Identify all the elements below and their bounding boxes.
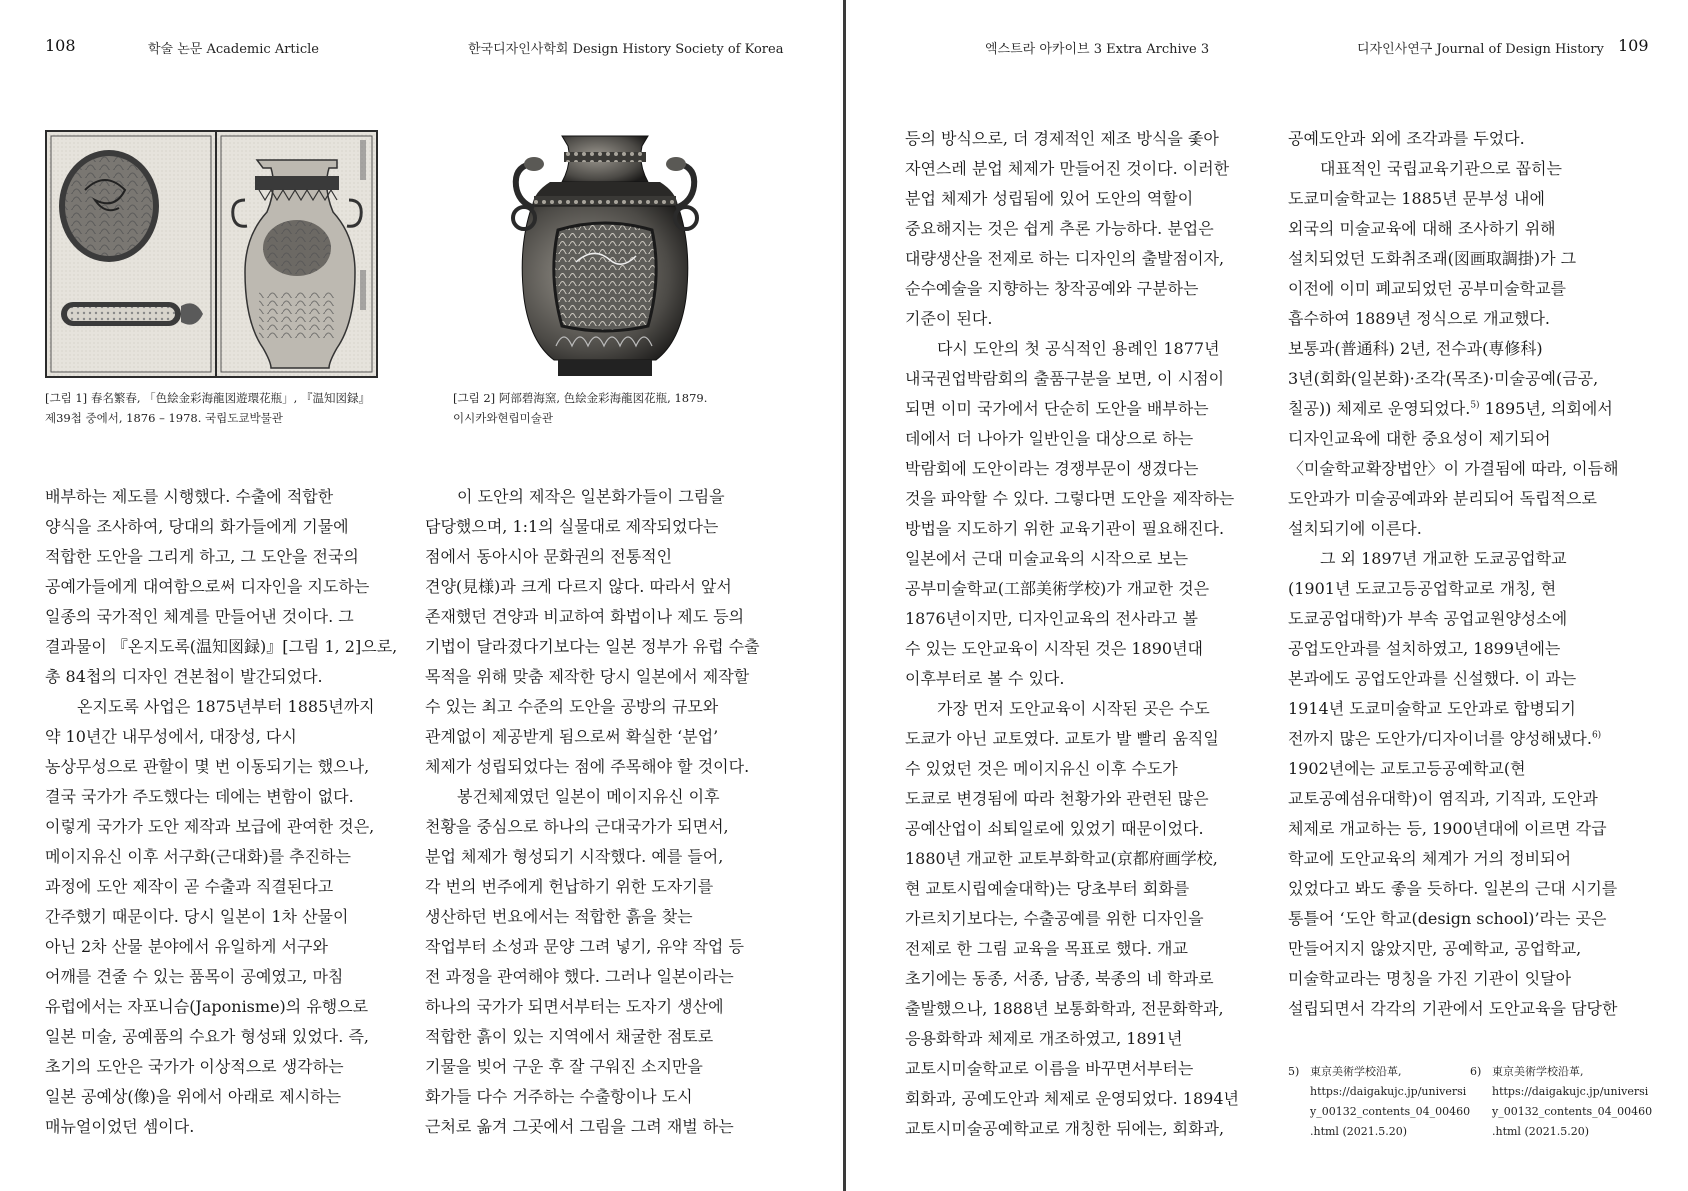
footnote-line [1288,1082,1467,1102]
text-line-content: 데에서 더 나아가 일반인을 대상으로 하는 [905,429,1194,448]
text-line [905,574,1250,604]
text-line-content: 매뉴얼이었던 셈이다. [45,1117,195,1136]
text-line [905,1114,1250,1144]
text-line [905,274,1250,304]
text-line [905,1024,1250,1054]
text-line [1288,814,1638,844]
text-line-content: 전 과정을 관여해야 했다. 그러나 일본이라는 [425,967,734,986]
text-line-content: 이 도안의 제작은 일본화가들이 그림을 [457,487,725,506]
text-line [45,482,390,512]
footnote-mark: 5) [1288,1065,1300,1078]
text-line-content: 일본 미술, 공예품의 수요가 형성돼 있었다. 즉, [45,1027,369,1046]
text-line [1288,634,1638,664]
text-line [425,1052,790,1082]
text-line [1288,274,1638,304]
text-line-content: 유럽에서는 자포니슴(Japonisme)의 유행으로 [45,997,369,1016]
text-line [1288,184,1638,214]
text-line [905,634,1250,664]
figure-1-image [45,130,378,378]
text-line-content: 도쿄로 변경됨에 따라 천황가와 관련된 많은 [905,789,1209,808]
text-line [1288,304,1638,334]
text-line-content: 이전에 이미 폐교되었던 공부미술학교를 [1288,279,1567,298]
text-line [45,1112,390,1142]
text-line [1288,724,1638,754]
text-line-content: 가장 먼저 도안교육이 시작된 곳은 수도 [937,699,1210,718]
text-line-content: 외국의 미술교육에 대해 조사하기 위해 [1288,219,1556,238]
caption-line: 제39첩 중에서, 1876 – 1978. 국립도쿄박물관 [45,411,283,425]
text-line-content: 견양(見様)과 크게 다르지 않다. 따라서 앞서 [425,577,732,596]
text-line-content: 1895년, 의회에서 [1479,399,1613,418]
text-line [1288,394,1638,424]
text-line [905,1054,1250,1084]
caption-line: [그림 2] 阿部碧海窯, 色絵金彩海龍図花瓶, 1879. [453,391,708,405]
left-header-society: 한국디자인사학회 Design History Society of Korea [468,42,784,57]
text-line-content: 전까지 많은 도안가/디자이너를 양성해냈다. [1288,729,1592,748]
text-line [1288,334,1638,364]
text-line [905,844,1250,874]
text-line-content: 화가들 다수 거주하는 수출항이나 도시 [425,1087,693,1106]
text-line-content: 배부하는 제도를 시행했다. 수출에 적합한 [45,487,334,506]
text-line-content: 1902년에는 교토고등공예학교(현 [1288,759,1526,778]
text-line-content: 교토시미술학교로 이름을 바꾸면서부터는 [905,1059,1194,1078]
text-line-content: 도안과가 미술공예과와 분리되어 독립적으로 [1288,489,1597,508]
text-line-content: 체제로 개교하는 등, 1900년대에 이르면 각급 [1288,819,1607,838]
text-line [425,992,790,1022]
text-line-content: 일본에서 근대 미술교육의 시작으로 보는 [905,549,1189,568]
text-line [905,814,1250,844]
text-line-content: 농상무성으로 관할이 몇 번 이동되기는 했으나, [45,757,370,776]
text-line [905,964,1250,994]
text-line-content: 〈미술학교확장법안〉이 가결됨에 따라, 이듬해 [1288,459,1619,478]
text-line-content: 다시 도안의 첫 공식적인 용례인 1877년 [937,339,1220,358]
text-line [45,962,390,992]
text-line-content: 대표적인 국립교육기관으로 꼽히는 [1320,159,1563,178]
text-line-content: 기준이 된다. [905,309,993,328]
text-line [905,364,1250,394]
text-line [425,572,790,602]
text-line-content: 공예산업이 쇠퇴일로에 있었기 때문이었다. [905,819,1204,838]
text-line [1288,124,1638,154]
text-line [45,992,390,1022]
text-line [1288,964,1638,994]
footnote-line [1470,1122,1650,1142]
text-line-content: 흡수하여 1889년 정식으로 개교했다. [1288,309,1550,328]
text-line [905,184,1250,214]
footnote-line [1288,1102,1471,1122]
footnote-reference: 6) [1591,730,1602,741]
text-line-content: 디자인교육에 대한 중요성이 제기되어 [1288,429,1551,448]
body-column-2 [425,482,790,1142]
text-line-content: 내국권업박람회의 출품구분을 보면, 이 시점이 [905,369,1225,388]
text-line [1288,694,1638,724]
text-line [905,514,1250,544]
text-line-content: 전제로 한 그림 교육을 목표로 했다. 개교 [905,939,1188,958]
text-line [1288,484,1638,514]
text-line-content: 있었다고 봐도 좋을 듯하다. 일본의 근대 시기를 [1288,879,1618,898]
text-line-content: 초기에는 동종, 서종, 남종, 북종의 네 학과로 [905,969,1214,988]
text-line [905,454,1250,484]
text-line [905,724,1250,754]
left-page-number: 108 [45,36,76,55]
text-line [45,662,390,692]
text-line-content: 수 있는 최고 수준의 도안을 공방의 규모와 [425,697,719,716]
text-line-content: 체제가 성립되었다는 점에 주목해야 할 것이다. [425,757,750,776]
text-line-content: 결국 국가가 주도했다는 데에는 변함이 없다. [45,787,354,806]
text-line [1288,994,1638,1024]
text-line-content: 존재했던 견양과 비교하여 화법이나 제도 등의 [425,607,745,626]
text-line [1288,454,1638,484]
text-line-content: 적합한 흙이 있는 지역에서 채굴한 점토로 [425,1027,714,1046]
text-line [905,424,1250,454]
text-line-content: 현 교토시립예술대학)는 당초부터 회화를 [905,879,1190,898]
text-line-content: 각 번의 번주에게 헌납하기 위한 도자기를 [425,877,714,896]
text-line [905,994,1250,1024]
text-line [425,692,790,722]
text-line [905,1084,1250,1114]
text-line [45,872,390,902]
footnote-line [1288,1122,1458,1142]
text-line [425,962,790,992]
text-line-content: 점에서 동아시아 문화권의 전통적인 [425,547,673,566]
text-line-content: 분업 체제가 성립됨에 있어 도안의 역할이 [905,189,1194,208]
text-line [45,542,390,572]
text-line-content: 보통과(普通科) 2년, 전수과(専修科) [1288,339,1543,358]
figure-1-caption [45,388,370,428]
text-line [45,1022,390,1052]
text-line-content: 결과물이 『온지도록(温知図録)』[그림 1, 2]으로, [45,637,398,656]
text-line [425,1082,790,1112]
text-line [905,484,1250,514]
text-line [425,842,790,872]
text-line-content: 봉건체제였던 일본이 메이지유신 이후 [457,787,720,806]
text-line-content: 설치되었던 도화취조괘(図画取調掛)가 그 [1288,249,1577,268]
footnote-text: https://daigakujc.jp/universi [1492,1085,1649,1098]
text-line-content: 출발했으나, 1888년 보통화학과, 전문화학과, [905,999,1224,1018]
text-line-content: 중요해지는 것은 쉽게 추론 가능하다. 분업은 [905,219,1214,238]
text-line [45,752,390,782]
text-line [905,124,1250,154]
text-line-content: 담당했으며, 1:1의 실물대로 제작되었다는 [425,517,719,536]
text-line [1288,544,1638,574]
text-line-content: 생산하던 번요에서는 적합한 흙을 찾는 [425,907,693,926]
text-line-content: 도쿄미술학교는 1885년 문부성 내에 [1288,189,1545,208]
text-line-content: 공부미술학교(工部美術学校)가 개교한 것은 [905,579,1210,598]
footnote-text: y_00132_contents_04_00460 [1492,1105,1653,1118]
book-gutter [843,0,846,1191]
left-header-section: 학술 논문 Academic Article [148,42,319,57]
footnote-text: .html (2021.5.20) [1310,1125,1408,1138]
right-header-section: 엑스트라 아카이브 3 Extra Archive 3 [985,42,1210,57]
body-column-3 [905,124,1250,1144]
text-line-content: 천황을 중심으로 하나의 근대국가가 되면서, [425,817,729,836]
text-line-content: 공업도안과를 설치하였고, 1899년에는 [1288,639,1561,658]
text-line [425,872,790,902]
text-line [45,932,390,962]
text-line [425,482,790,512]
text-line [45,512,390,542]
footnote-text: .html (2021.5.20) [1492,1125,1590,1138]
footnote-text: https://daigakujc.jp/universi [1310,1085,1467,1098]
text-line-content: 간주했기 때문이다. 당시 일본이 1차 산물이 [45,907,349,926]
footnote-line [1470,1062,1650,1082]
text-line [1288,574,1638,604]
text-line-content: 교토시미술공예학교로 개칭한 뒤에는, 회화과, [905,1119,1225,1138]
text-line-content: 대량생산을 전제로 하는 디자인의 출발점이자, [905,249,1225,268]
text-line [905,754,1250,784]
text-line-content: 박람회에 도안이라는 경쟁부문이 생겼다는 [905,459,1199,478]
text-line-content: 본과에도 공업도안과를 신설했다. 이 과는 [1288,669,1577,688]
footnote-line [1470,1102,1653,1122]
text-line-content: 칠공)) 체제로 운영되었다. [1288,399,1471,418]
text-line [905,304,1250,334]
text-line-content: 관계없이 제공받게 됨으로써 확실한 ‘분업’ [425,727,719,746]
text-line [905,934,1250,964]
text-line-content: 3년(회화(일본화)·조각(목조)·미술공예(금공, [1288,369,1599,388]
text-line-content: 설치되기에 이른다. [1288,519,1422,538]
text-line-content: 자연스레 분업 체제가 만들어진 것이다. 이러한 [905,159,1230,178]
footnote-text: y_00132_contents_04_00460 [1310,1105,1471,1118]
text-line [1288,604,1638,634]
footnote-6 [1470,1062,1653,1142]
text-line [905,874,1250,904]
right-page-number: 109 [1618,36,1649,55]
text-line [425,782,790,812]
text-line [905,904,1250,934]
text-line-content: 아닌 2차 산물 분야에서 유일하게 서구와 [45,937,328,956]
text-line [1288,904,1638,934]
footnote-line [1470,1082,1650,1102]
text-line [45,842,390,872]
text-line-content: 약 10년간 내무성에서, 대장성, 다시 [45,727,297,746]
text-line-content: 도쿄가 아닌 교토였다. 교토가 발 빨리 움직일 [905,729,1219,748]
text-line [425,1112,790,1142]
text-line-content: 분업 체제가 형성되기 시작했다. 예를 들어, [425,847,724,866]
text-line-content: 학교에 도안교육의 체계가 거의 정비되어 [1288,849,1572,868]
text-line [1288,934,1638,964]
text-line-content: 작업부터 소성과 문양 그려 넣기, 유약 작업 등 [425,937,744,956]
text-line-content: 온지도록 사업은 1875년부터 1885년까지 [77,697,375,716]
text-line [425,1022,790,1052]
text-line-content: 것을 파악할 수 있다. 그렇다면 도안을 제작하는 [905,489,1235,508]
text-line-content: 이렇게 국가가 도안 제작과 보급에 관여한 것은, [45,817,375,836]
text-line-content: 미술학교라는 명칭을 가진 기관이 잇달아 [1288,969,1572,988]
text-line [1288,424,1638,454]
footnote-reference: 5) [1470,400,1480,411]
text-line [425,812,790,842]
footnote-5 [1288,1062,1471,1142]
text-line [905,664,1250,694]
text-line-content: 일본 공예상(像)을 위에서 아래로 제시하는 [45,1087,342,1106]
text-line [45,692,390,722]
text-line [45,812,390,842]
body-column-1 [45,482,398,1142]
text-line [905,334,1250,364]
text-line [905,244,1250,274]
text-line [1288,784,1638,814]
text-line-content: 등의 방식으로, 더 경제적인 제조 방식을 좇아 [905,129,1219,148]
body-column-4 [1288,124,1638,1024]
text-line-content: 그 외 1897년 개교한 도쿄공업학교 [1320,549,1567,568]
text-line [1288,364,1638,394]
text-line-content: 적합한 도안을 그리게 하고, 그 도안을 전국의 [45,547,359,566]
text-line [1288,874,1638,904]
text-line [905,154,1250,184]
text-line [45,902,390,932]
text-line-content: 순수예술을 지향하는 창작공예와 구분하는 [905,279,1199,298]
text-line [425,542,790,572]
text-line-content: 회화과, 공예도안과 체제로 운영되었다. 1894년 [905,1089,1239,1108]
text-line-content: 총 84첩의 디자인 견본첩이 발간되었다. [45,667,323,686]
figure-2-caption [453,388,707,428]
text-line-content: 메이지유신 이후 서구화(근대화)를 추진하는 [45,847,351,866]
text-line [1288,844,1638,874]
text-line-content: 응용화학과 체제로 개조하였고, 1891년 [905,1029,1183,1048]
text-line-content: 목적을 위해 맞춤 제작한 당시 일본에서 제작할 [425,667,750,686]
text-line-content: 기법이 달라졌다기보다는 일본 정부가 유럽 수출 [425,637,760,656]
text-line-content: 1880년 개교한 교토부화학교(京都府画学校, [905,849,1218,868]
text-line [425,902,790,932]
text-line-content: 어깨를 견줄 수 있는 품목이 공예였고, 마침 [45,967,344,986]
text-line [425,722,790,752]
text-line-content: 통틀어 ‘도안 학교(design school)’라는 곳은 [1288,909,1607,928]
text-line-content: 초기의 도안은 국가가 이상적으로 생각하는 [45,1057,344,1076]
figure-2-image [500,134,710,378]
text-line-content: 공예가들에게 대여함으로써 디자인을 지도하는 [45,577,370,596]
text-line-content: 공예도안과 외에 조각과를 두었다. [1288,129,1525,148]
text-line [905,544,1250,574]
text-line-content: 1914년 도쿄미술학교 도안과로 합병되기 [1288,699,1576,718]
text-line [905,214,1250,244]
text-line [45,632,398,662]
text-line [1288,514,1638,544]
caption-line: [그림 1] 春名繁春, 「色絵金彩海龍図遊環花瓶」, 『温知図録』 [45,391,370,405]
right-header-journal: 디자인사연구 Journal of Design History [1357,42,1604,57]
text-line-content: 수 있었던 것은 메이지유신 이후 수도가 [905,759,1178,778]
text-line [1288,244,1638,274]
text-line-content: (1901년 도쿄고등공업학교로 개칭, 현 [1288,579,1557,598]
text-line [1288,664,1638,694]
text-line [425,512,790,542]
text-line [425,752,790,782]
text-line [425,662,790,692]
text-line [425,602,790,632]
text-line-content: 이후부터로 볼 수 있다. [905,669,1065,688]
footnote-text: 東京美術学校沿革, [1310,1065,1402,1078]
footnote-text: 東京美術学校沿革, [1492,1065,1584,1078]
text-line-content: 교토공예섬유대학)이 염직과, 기직과, 도안과 [1288,789,1598,808]
text-line [1288,214,1638,244]
footnote-mark: 6) [1470,1065,1482,1078]
text-line-content: 도쿄공업대학)가 부속 공업교원양성소에 [1288,609,1568,628]
text-line-content: 방법을 지도하기 위한 교육기관이 필요해진다. [905,519,1225,538]
text-line [45,782,390,812]
footnote-line [1288,1062,1458,1082]
text-line-content: 하나의 국가가 되면서부터는 도자기 생산에 [425,997,724,1016]
text-line-content: 되면 이미 국가에서 단순히 도안을 배부하는 [905,399,1209,418]
text-line [45,1052,390,1082]
text-line [45,722,390,752]
text-line [425,632,790,662]
text-line [45,602,390,632]
caption-line: 이시카와현립미술관 [453,411,553,425]
text-line [905,394,1250,424]
text-line-content: 근처로 옮겨 그곳에서 그림을 그려 재벌 하는 [425,1117,734,1136]
text-line-content: 만들어지지 않았지만, 공예학교, 공업학교, [1288,939,1582,958]
text-line [425,932,790,962]
text-line [45,1082,390,1112]
text-line-content: 기물을 빚어 구운 후 잘 구워진 소지만을 [425,1057,703,1076]
text-line-content: 양식을 조사하여, 당대의 화가들에게 기물에 [45,517,349,536]
text-line [1288,754,1638,784]
text-line-content: 설립되면서 각각의 기관에서 도안교육을 담당한 [1288,999,1618,1018]
text-line-content: 1876년이지만, 디자인교육의 전사라고 볼 [905,609,1198,628]
text-line [45,572,390,602]
text-line [1288,154,1638,184]
text-line [905,784,1250,814]
text-line [905,694,1250,724]
text-line-content: 과정에 도안 제작이 곧 수출과 직결된다고 [45,877,334,896]
text-line-content: 일종의 국가적인 체계를 만들어낸 것이다. 그 [45,607,354,626]
text-line [905,604,1250,634]
text-line-content: 수 있는 도안교육이 시작된 것은 1890년대 [905,639,1203,658]
text-line-content: 가르치기보다는, 수출공예를 위한 디자인을 [905,909,1204,928]
